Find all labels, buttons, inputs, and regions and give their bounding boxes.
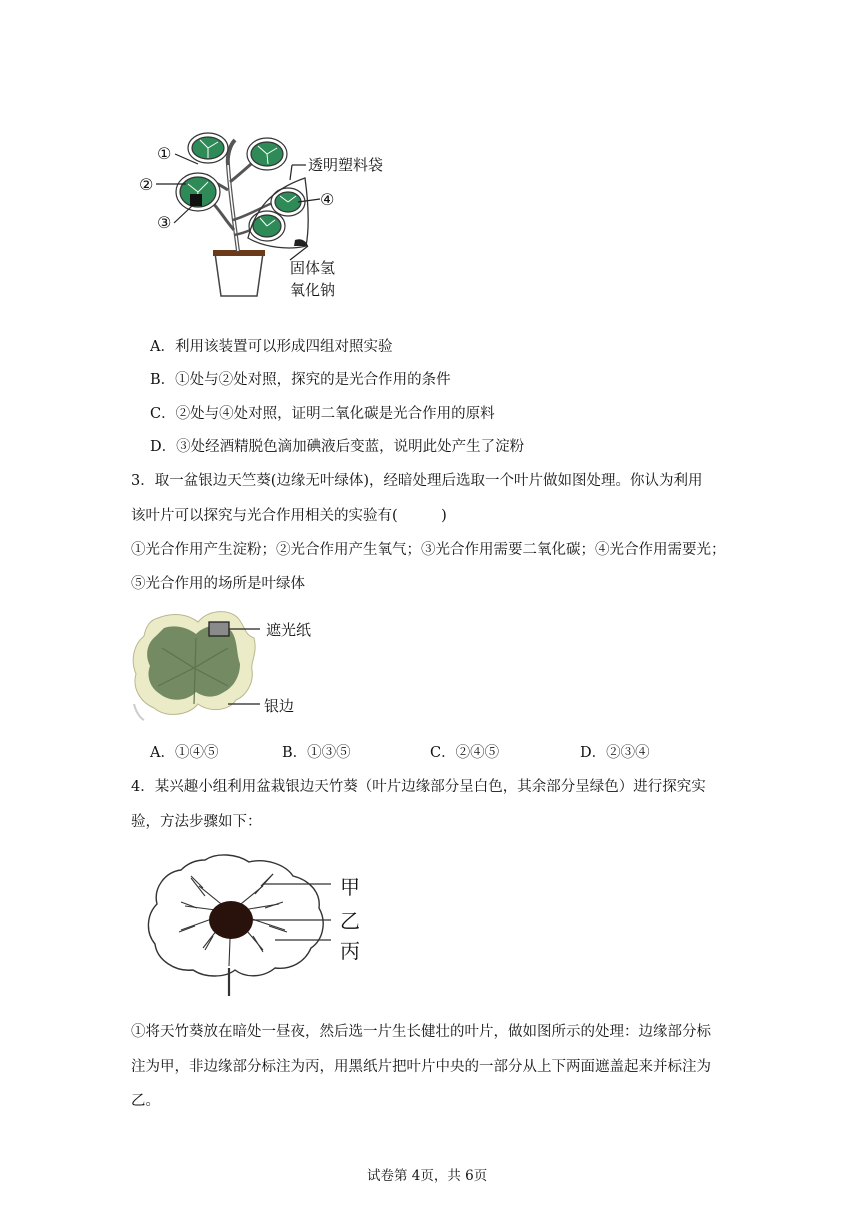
q3-option-b: B．①③⑤	[282, 745, 351, 761]
bag-label: 透明塑料袋	[308, 156, 384, 174]
label-light-paper: 遮光纸	[266, 621, 312, 639]
label-1: ①	[157, 144, 172, 163]
q2-option-a: A．利用该装置可以形成四组对照实验	[150, 339, 393, 355]
label-4: ④	[320, 190, 335, 209]
naoh-label-line1: 固体氢	[290, 259, 336, 277]
page-footer: 试卷第 4页，共 6页	[367, 1168, 488, 1184]
q4-step1-line2: 注为甲，非边缘部分标注为丙，用黑纸片把叶片中央的一部分从上下两面遮盖起来并标注为	[131, 1059, 711, 1075]
label-jia: 甲	[340, 875, 360, 899]
q4-stem-line2: 验，方法步骤如下：	[131, 814, 262, 830]
q3-option-a: A．①④⑤	[150, 745, 219, 761]
q3-option-d: D．②③④	[580, 745, 650, 761]
label-3: ③	[157, 213, 172, 232]
q2-option-d: D．③处经酒精脱色滴加碘液后变蓝，说明此处产生了淀粉	[150, 439, 525, 455]
q4-step1-line3: 乙。	[131, 1093, 160, 1109]
label-bing: 丙	[340, 939, 360, 963]
leaf-treatment-figure	[145, 852, 345, 1002]
q3-option-c: C．②④⑤	[430, 745, 500, 761]
q3-stem-line4: ⑤光合作用的场所是叶绿体	[131, 576, 305, 592]
q4-step1-line1: ①将天竹葵放在暗处一昼夜，然后选一片生长健壮的叶片，做如图所示的处理：边缘部分标	[131, 1024, 711, 1040]
q3-stem-line1: 3．取一盆银边天竺葵(边缘无叶绿体)，经暗处理后选取一个叶片做如图处理。你认为利用	[131, 473, 703, 489]
label-silver-edge: 银边	[264, 697, 295, 715]
q3-stem-line2: 该叶片可以探究与光合作用相关的实验有( )	[131, 508, 447, 524]
q2-option-b: B．①处与②处对照，探究的是光合作用的条件	[150, 372, 451, 388]
q4-stem-line1: 4．某兴趣小组利用盆栽银边天竹葵（叶片边缘部分呈白色，其余部分呈绿色）进行探究实	[131, 779, 706, 795]
naoh-label-line2: 氧化钠	[290, 281, 336, 299]
label-yi: 乙	[340, 909, 360, 933]
q3-stem-line3: ①光合作用产生淀粉；②光合作用产生氧气；③光合作用需要二氧化碳；④光合作用需要光；	[131, 542, 726, 558]
label-2: ②	[139, 175, 154, 194]
q2-option-c: C．②处与④处对照，证明二氧化碳是光合作用的原料	[150, 406, 495, 422]
